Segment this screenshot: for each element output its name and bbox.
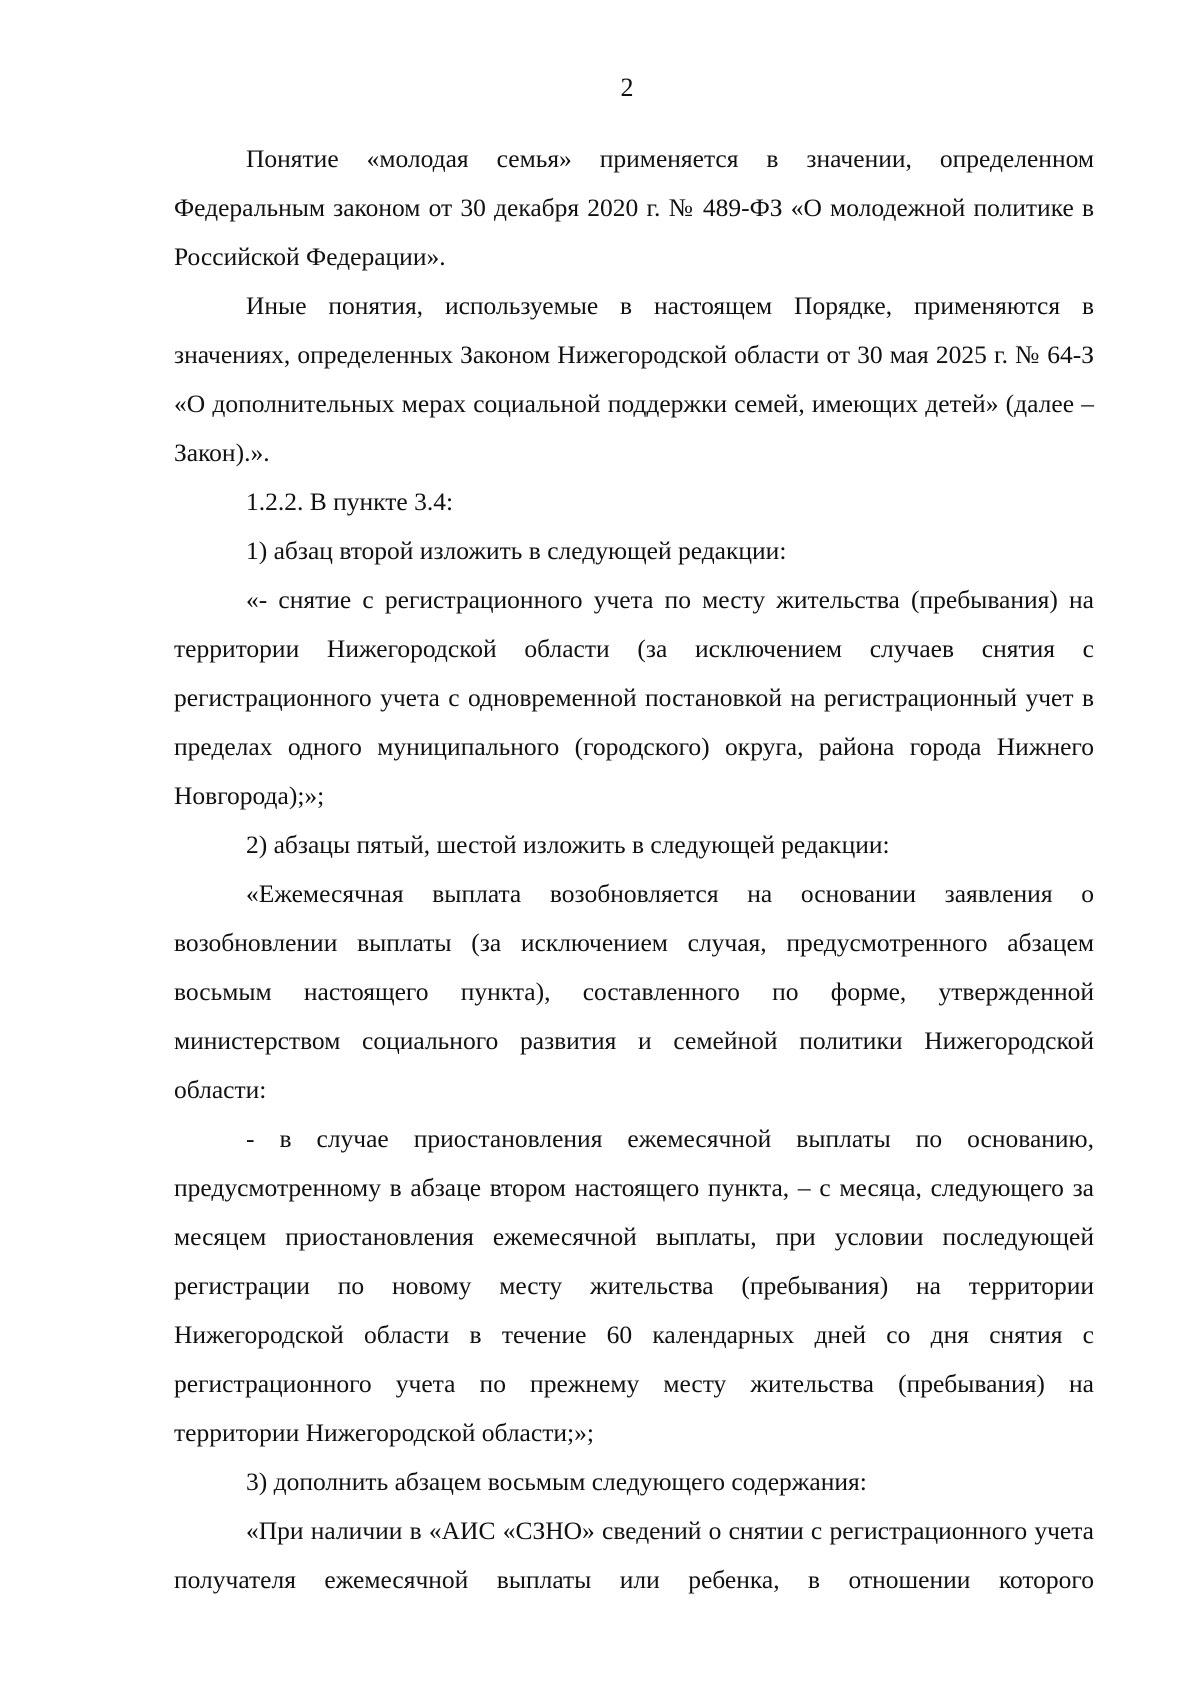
paragraph-deregistration-quote: «- снятие с регистрационного учета по месту жительства (пребывания) на территории Нижегородской области (за исключением случаев снятия с регистрационного учета с одновременной постановкой на регистрационный учет в пределах одного муниципального (городского) округа, района города Нижнего Новгорода);»; bbox=[174, 585, 1094, 810]
paragraph-ais-szno-quote: «При наличии в «АИС «СЗНО» сведений о снятии с регистрационного учета получателя ежемесячной выплаты или ребенка, в отношении которого bbox=[174, 1516, 1094, 1594]
paragraph-item-1-2-2: 1.2.2. В пункте 3.4: bbox=[246, 487, 454, 516]
page-number: 2 bbox=[620, 73, 634, 102]
document-body bbox=[174, 134, 1094, 1604]
paragraph-other-concepts: Иные понятия, используемые в настоящем Порядке, применяются в значениях, определенных Законом Нижегородской области от 30 мая 2025 г. № 64-З «О дополнительных мерах социальной поддержки семей, имеющих детей» (далее – Закон).». bbox=[174, 291, 1094, 467]
paragraph-amendment-1: 1) абзац второй изложить в следующей редакции: bbox=[246, 536, 787, 565]
paragraph-young-family-definition: Понятие «молодая семья» применяется в значении, определенном Федеральным законом от 30 декабря 2020 г. № 489-ФЗ «О молодежной политике в Российской Федерации». bbox=[174, 144, 1094, 271]
paragraph-resumption-quote: «Ежемесячная выплата возобновляется на основании заявления о возобновлении выплаты (за исключением случая, предусмотренного абзацем восьмым настоящего пункта), составленного по форме, утвержденной министерством социального развития и семейной политики Нижегородской области: bbox=[174, 879, 1094, 1104]
paragraph-amendment-3: 3) дополнить абзацем восьмым следующего содержания: bbox=[246, 1467, 867, 1496]
paragraph-suspension-case: - в случае приостановления ежемесячной выплаты по основанию, предусмотренному в абзаце втором настоящего пункта, – с месяца, следующего за месяцем приостановления ежемесячной выплаты, при условии последующей регистрации по новому месту жительства (пребывания) на территории Нижегородской области в течение 60 календарных дней со дня снятия с регистрационного учета по прежнему месту жительства (пребывания) на территории Нижегородской области;»; bbox=[174, 1124, 1094, 1447]
paragraph-amendment-2: 2) абзацы пятый, шестой изложить в следующей редакции: bbox=[246, 830, 890, 859]
